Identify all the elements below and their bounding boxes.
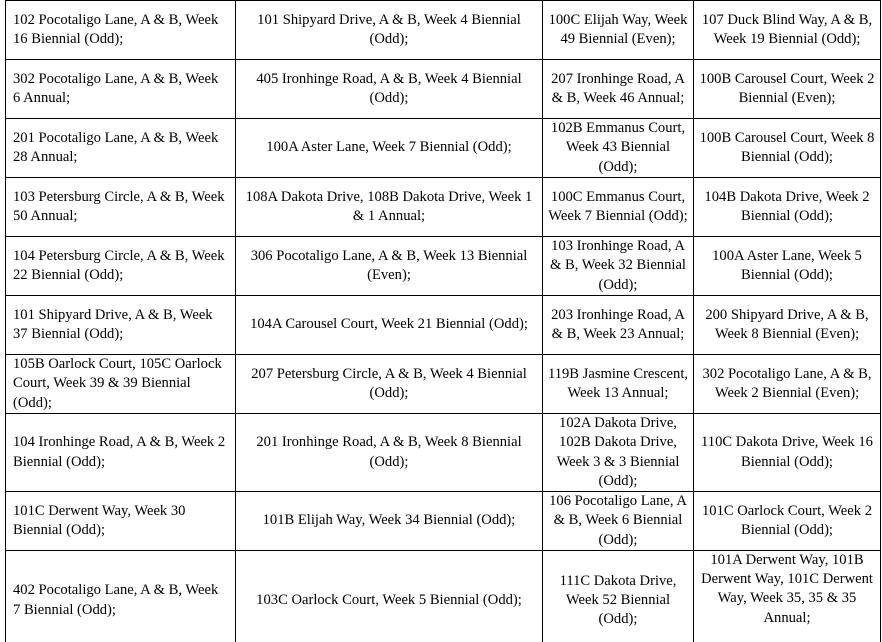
table-row xyxy=(6,178,881,237)
table-cell: 101B Elijah Way, Week 34 Biennial (Odd); xyxy=(236,492,543,551)
table-row xyxy=(6,60,881,119)
table-cell: 102B Emmanus Court, Week 43 Biennial (Odd); xyxy=(543,119,694,178)
table-cell: 106 Pocotaligo Lane, A & B, Week 6 Biennial (Odd); xyxy=(543,492,694,551)
table-cell: 101A Derwent Way, 101B Derwent Way, 101C Derwent Way, Week 35, 35 & 35 Annual; xyxy=(694,551,881,642)
table-cell: 103 Petersburg Circle, A & B, Week 50 Annual; xyxy=(6,178,236,237)
table-row xyxy=(6,237,881,296)
table-cell: 100C Emmanus Court, Week 7 Biennial (Odd); xyxy=(543,178,694,237)
table-cell: 101C Derwent Way, Week 30 Biennial (Odd); xyxy=(6,492,236,551)
table-cell: 101 Shipyard Drive, A & B, Week 37 Biennial (Odd); xyxy=(6,296,236,355)
table-cell: 100A Aster Lane, Week 7 Biennial (Odd); xyxy=(236,119,543,178)
property-week-table xyxy=(5,0,881,642)
table-cell: 302 Pocotaligo Lane, A & B, Week 2 Biennial (Even); xyxy=(694,355,881,414)
table-cell: 100C Elijah Way, Week 49 Biennial (Even); xyxy=(543,1,694,60)
table-cell: 104B Dakota Drive, Week 2 Biennial (Odd); xyxy=(694,178,881,237)
table-cell: 200 Shipyard Drive, A & B, Week 8 Biennial (Even); xyxy=(694,296,881,355)
table-cell: 110C Dakota Drive, Week 16 Biennial (Odd); xyxy=(694,414,881,492)
table-cell: 203 Ironhinge Road, A & B, Week 23 Annual; xyxy=(543,296,694,355)
table-row xyxy=(6,414,881,492)
table-cell: 302 Pocotaligo Lane, A & B, Week 6 Annual; xyxy=(6,60,236,119)
table-cell: 201 Pocotaligo Lane, A & B, Week 28 Annual; xyxy=(6,119,236,178)
table-cell: 207 Petersburg Circle, A & B, Week 4 Biennial (Odd); xyxy=(236,355,543,414)
table-cell: 104 Ironhinge Road, A & B, Week 2 Biennial (Odd); xyxy=(6,414,236,492)
table-cell: 119B Jasmine Crescent, Week 13 Annual; xyxy=(543,355,694,414)
table-cell: 104 Petersburg Circle, A & B, Week 22 Biennial (Odd); xyxy=(6,237,236,296)
table-cell: 306 Pocotaligo Lane, A & B, Week 13 Biennial (Even); xyxy=(236,237,543,296)
table-row xyxy=(6,119,881,178)
table-row xyxy=(6,355,881,414)
table-cell: 100B Carousel Court, Week 8 Biennial (Odd); xyxy=(694,119,881,178)
table-cell: 103 Ironhinge Road, A & B, Week 32 Biennial (Odd); xyxy=(543,237,694,296)
table-row xyxy=(6,551,881,642)
table-cell: 405 Ironhinge Road, A & B, Week 4 Biennial (Odd); xyxy=(236,60,543,119)
table-cell: 103C Oarlock Court, Week 5 Biennial (Odd); xyxy=(236,551,543,642)
table-cell: 402 Pocotaligo Lane, A & B, Week 7 Biennial (Odd); xyxy=(6,551,236,642)
table-cell: 101 Shipyard Drive, A & B, Week 4 Biennial (Odd); xyxy=(236,1,543,60)
table-cell: 207 Ironhinge Road, A & B, Week 46 Annual; xyxy=(543,60,694,119)
table-row xyxy=(6,1,881,60)
table-cell: 100A Aster Lane, Week 5 Biennial (Odd); xyxy=(694,237,881,296)
table-cell: 201 Ironhinge Road, A & B, Week 8 Biennial (Odd); xyxy=(236,414,543,492)
table-cell: 101C Oarlock Court, Week 2 Biennial (Odd); xyxy=(694,492,881,551)
table-cell: 102 Pocotaligo Lane, A & B, Week 16 Biennial (Odd); xyxy=(6,1,236,60)
table-row xyxy=(6,296,881,355)
table-cell: 104A Carousel Court, Week 21 Biennial (Odd); xyxy=(236,296,543,355)
table-cell: 100B Carousel Court, Week 2 Biennial (Even); xyxy=(694,60,881,119)
table-cell: 105B Oarlock Court, 105C Oarlock Court, Week 39 & 39 Biennial (Odd); xyxy=(6,355,236,414)
table-cell: 108A Dakota Drive, 108B Dakota Drive, Week 1 & 1 Annual; xyxy=(236,178,543,237)
table-row xyxy=(6,492,881,551)
table-cell: 111C Dakota Drive, Week 52 Biennial (Odd); xyxy=(543,551,694,642)
table-cell: 107 Duck Blind Way, A & B, Week 19 Biennial (Odd); xyxy=(694,1,881,60)
table-cell: 102A Dakota Drive, 102B Dakota Drive, Week 3 & 3 Biennial (Odd); xyxy=(543,414,694,492)
